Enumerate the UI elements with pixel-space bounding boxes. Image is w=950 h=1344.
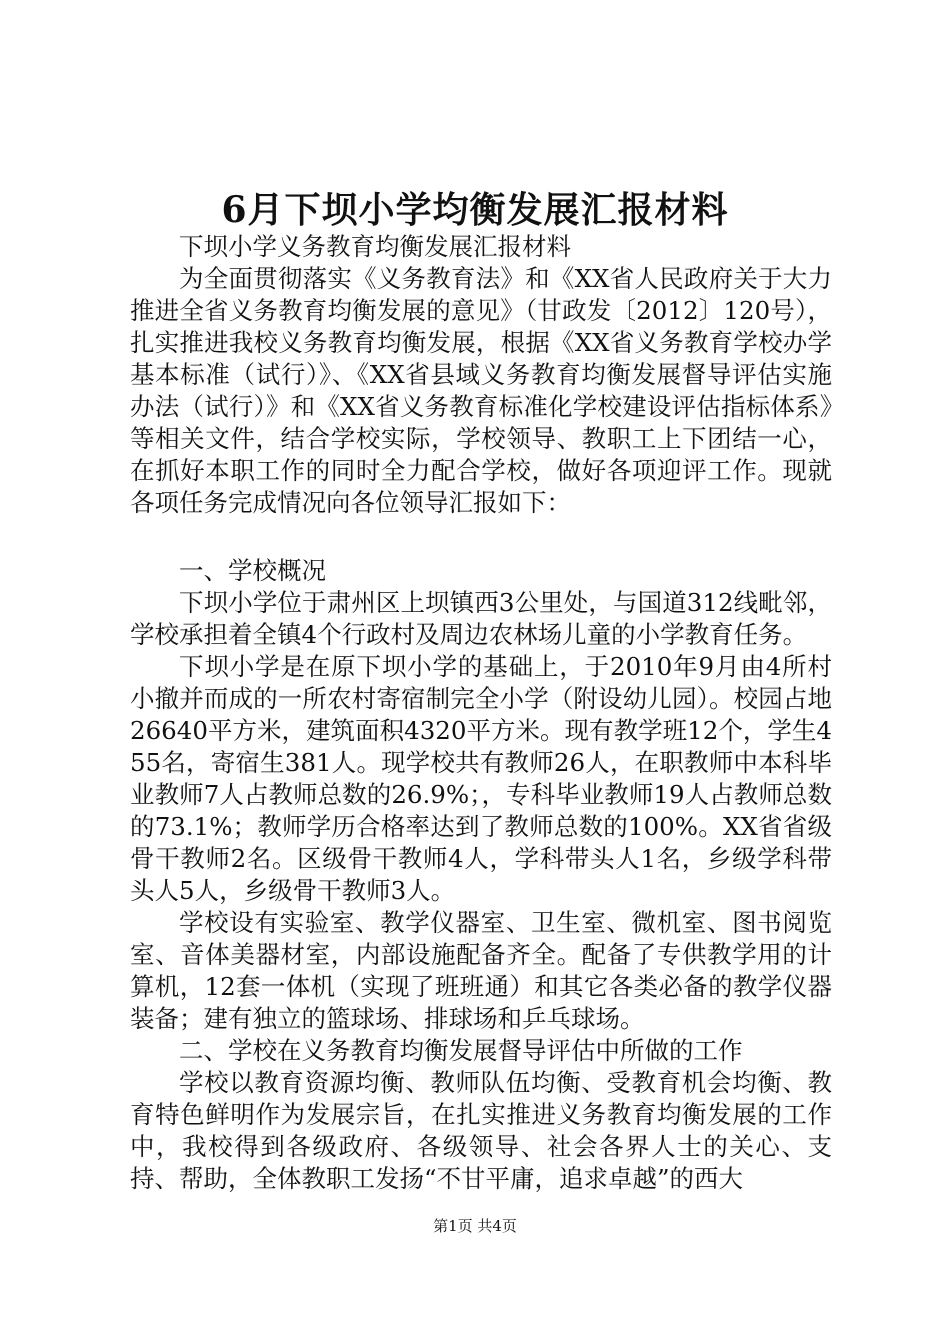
paragraph-history-stats: 下坝小学是在原下坝小学的基础上，于2010年9月由4所村小撤并而成的一所农村寄宿制完全小学（附设幼儿园）。校园占地26640平方米，建筑面积4320平方米。现有教学班12个，学生455名，寄宿生381人。现学校共有教师26人，在职教师中本科毕业教师7人占教师总数的26.9%；，专科毕业教师19人占教师总数的73.1%；教师学历合格率达到了教师总数的100%。XX省省级骨干教师2名。区级骨干教师4人，学科带头人1名，乡级学科带头人5人，乡级骨干教师3人。 xyxy=(130,652,832,905)
section-heading-work-done: 二、学校在义务教育均衡发展督导评估中所做的工作 xyxy=(179,1036,743,1065)
page-number-footer: 第1页 共4页 xyxy=(433,1217,517,1235)
document-title: 6月下坝小学均衡发展汇报材料 xyxy=(221,189,729,231)
paragraph-location: 下坝小学位于肃州区上坝镇西3公里处，与国道312线毗邻，学校承担着全镇4个行政村及周边农林场儿童的小学教育任务。 xyxy=(130,588,832,649)
section-heading-school-overview: 一、学校概况 xyxy=(179,556,326,585)
paragraph-goals: 学校以教育资源均衡、教师队伍均衡、受教育机会均衡、教育特色鲜明作为发展宗旨，在扎实推进义务教育均衡发展的工作中，我校得到各级政府、各级领导、社会各界人士的关心、支持、帮助，全体教职工发扬“不甘平庸，追求卓越”的西大 xyxy=(130,1068,832,1193)
paragraph-subtitle: 下坝小学义务教育均衡发展汇报材料 xyxy=(179,232,571,261)
document-body xyxy=(130,231,832,1195)
paragraph-intro: 为全面贯彻落实《义务教育法》和《XX省人民政府关于大力推进全省义务教育均衡发展的意见》（甘政发〔2012〕120号），扎实推进我校义务教育均衡发展，根据《XX省义务教育学校办学基本标准（试行）》、《XX省县域义务教育均衡发展督导评估实施办法（试行）》和《XX省义务教育标准化学校建设评估指标体系》等相关文件，结合学校实际，学校领导、教职工上下团结一心，在抓好本职工作的同时全力配合学校，做好各项迎评工作。现就各项任务完成情况向各位领导汇报如下： xyxy=(130,264,832,517)
paragraph-facilities: 学校设有实验室、教学仪器室、卫生室、微机室、图书阅览室、音体美器材室，内部设施配备齐全。配备了专供教学用的计算机，12套一体机（实现了班班通）和其它各类必备的教学仪器装备；建有独立的篮球场、排球场和乒乓球场。 xyxy=(130,908,832,1033)
